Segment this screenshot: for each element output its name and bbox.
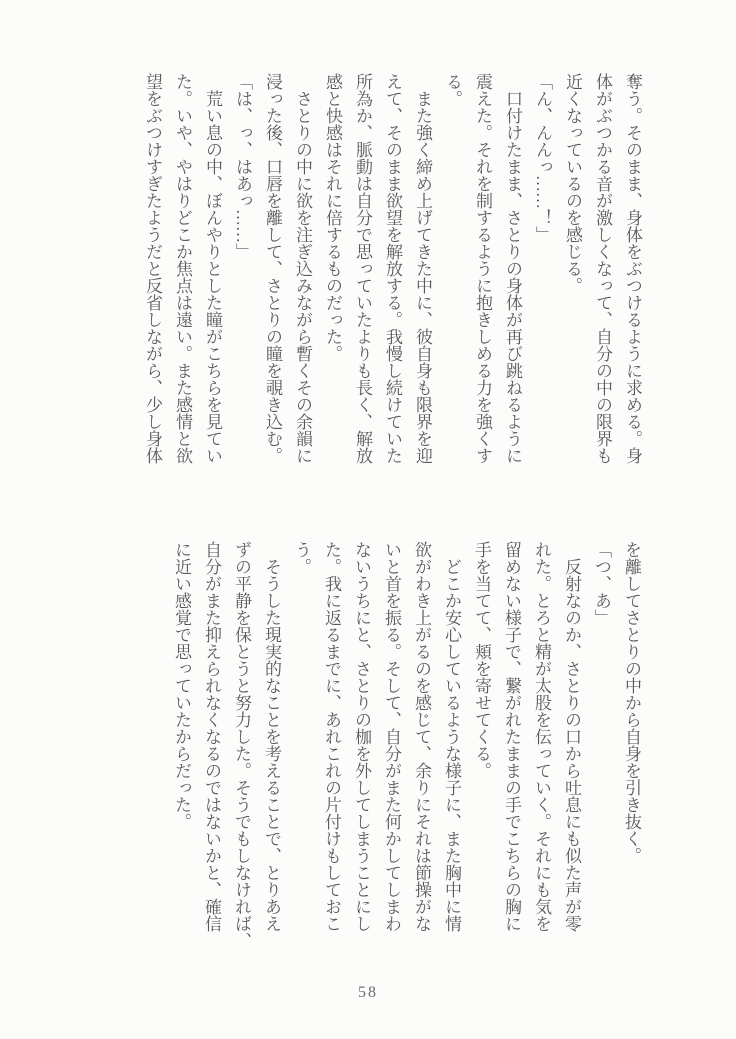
text-column: た。いや、やはりどこか焦点は遠い。また感情と欲 (173, 73, 192, 464)
text-column: た。我に返るまでに、あれこれの片付けもしておこ (322, 541, 341, 932)
text-block-lower (166, 541, 646, 949)
text-column: 望をぶつけすぎたようだと反省しながら、少し身体 (143, 73, 162, 464)
text-column: れた。とろと精が太股を伝っていく。それにも気を (532, 541, 551, 932)
text-column: 近くなっているのを感じる。 (563, 73, 582, 294)
text-column: 自分がまた抑えられなくなるのではないかと、確信 (202, 541, 221, 932)
text-column: に近い感覚で思っていたからだった。 (172, 541, 191, 830)
text-block-upper (137, 73, 647, 471)
text-column: 手を当てて、頬を寄せてくる。 (472, 541, 491, 779)
text-column: る。 (443, 73, 462, 107)
text-column: 「は、っ、はあっ……」 (233, 73, 252, 260)
text-column: 欲がわき上がるのを感じて、余りにそれは節操がな (412, 541, 431, 932)
text-column: 口付けたまま、さとりの身体が再び跳ねるように (503, 90, 522, 464)
text-column: 留めない様子で、繋がれたままの手でこちらの胸に (502, 541, 521, 932)
text-column: そうした現実的なことを考えることで、とりあえ (262, 558, 281, 932)
text-column: 反射なのか、さとりの口から吐息にも似た声が零 (562, 558, 581, 932)
text-column: 奪う。そのまま、身体をぶつけるように求める。身 (623, 73, 642, 464)
text-column: 体がぶつかる音が激しくなって、自分の中の限界も (593, 73, 612, 464)
text-column: 浸った後、口唇を離して、さとりの瞳を覗き込む。 (263, 73, 282, 464)
text-column: ないうちにと、さとりの枷を外してしまうことにし (352, 541, 371, 932)
text-column: 所為か、脈動は自分で思っていたよりも長く、解放 (353, 73, 372, 464)
text-column: 感と快感はそれに倍するものだった。 (323, 73, 342, 362)
text-column: どこか安心しているような様子に、また胸中に情 (442, 558, 461, 932)
text-column: さとりの中に欲を注ぎ込みながら暫くその余韻に (293, 90, 312, 464)
text-column: 「ん、んんっ……！」 (533, 73, 552, 243)
text-column: を離してさとりの中から自身を引き抜く。 (622, 541, 641, 864)
text-column: いと首を振る。そして、自分がまた何かしてしまわ (382, 541, 401, 932)
text-column: 荒い息の中、ぼんやりとした瞳がこちらを見てい (203, 90, 222, 464)
page-number: 58 (358, 984, 378, 1001)
text-column: ずの平静を保とうと努力した。そうでもしなければ、 (232, 541, 251, 949)
text-column: 震えた。それを制するように抱きしめる力を強くす (473, 73, 492, 464)
text-column: 「つ、あ」 (592, 541, 611, 626)
text-column: また強く締め上げてきた中に、彼自身も限界を迎 (413, 90, 432, 464)
text-column: えて、そのまま欲望を解放する。我慢し続けていた (383, 73, 402, 464)
text-column: う。 (292, 541, 311, 575)
